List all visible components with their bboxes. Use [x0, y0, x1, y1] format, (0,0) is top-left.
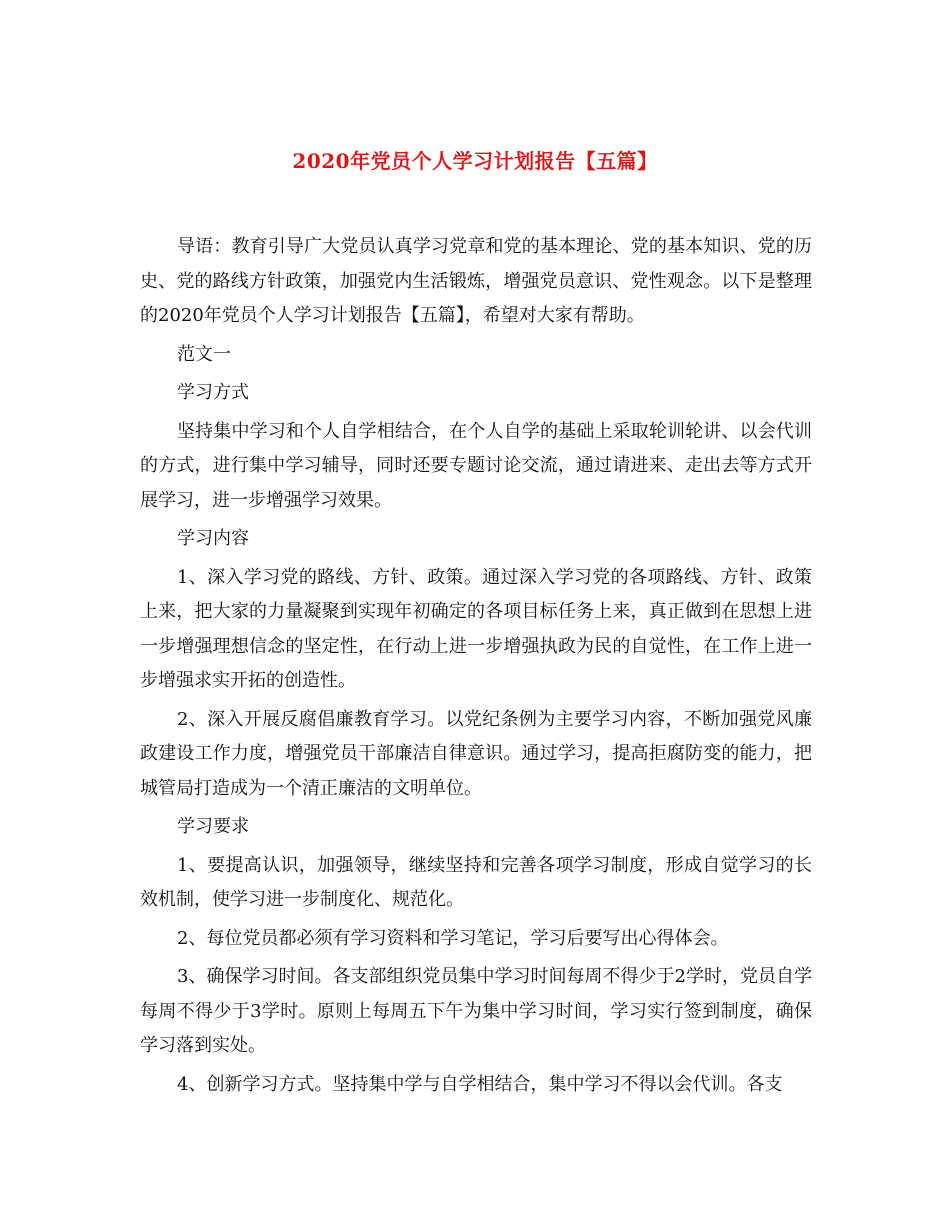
requirement-item-2: 2、每位党员都必须有学习资料和学习笔记，学习后要写出心得体会。	[177, 927, 729, 949]
study-content-item-1: 1、深入学习党的路线、方针、政策。通过深入学习党的各项路线、方针、政策上来，把大家的力量凝聚到实现年初确定的各项目标任务上来，真正做到在思想上进一步增强理想信念的坚定性，在行动上进一步增强执政为民的自觉性，在工作上进一步增强求实开拓的创造性。	[140, 566, 812, 691]
section-heading-sample-one: 范文一	[177, 343, 231, 365]
study-content-item-2: 2、深入开展反腐倡廉教育学习。以党纪条例为主要学习内容，不断加强党风廉政建设工作力度，增强党员干部廉洁自律意识。通过学习，提高拒腐防变的能力，把城管局打造成为一个清正廉洁的文明单位。	[140, 708, 812, 799]
intro-paragraph: 导语：教育引导广大党员认真学习党章和党的基本理论、党的基本知识、党的历史、党的路线方针政策，加强党内生活锻炼，增强党员意识、党性观念。以下是整理的2020年党员个人学习计划报告【五篇】，希望对大家有帮助。	[140, 236, 812, 326]
section-heading-study-requirements: 学习要求	[177, 816, 249, 837]
document-body	[140, 230, 812, 1106]
section-heading-study-content: 学习内容	[177, 528, 249, 549]
requirement-item-3: 3、确保学习时间。各支部组织党员集中学习时间每周不得少于2学时，党员自学每周不得少于3学时。原则上每周五下午为集中学习时间，学习实行签到制度，确保学习落到实处。	[140, 966, 812, 1056]
study-method-paragraph: 坚持集中学习和个人自学相结合，在个人自学的基础上采取轮训轮讲、以会代训的方式，进行集中学习辅导，同时还要专题讨论交流，通过请进来、走出去等方式开展学习，进一步增强学习效果。	[140, 420, 812, 511]
document-title: 2020年党员个人学习计划报告【五篇】	[292, 149, 658, 173]
section-heading-study-method: 学习方式	[177, 382, 249, 403]
requirement-item-1: 1、要提高认识，加强领导，继续坚持和完善各项学习制度，形成自觉学习的长效机制，使学习进一步制度化、规范化。	[140, 854, 812, 910]
requirement-item-4: 4、创新学习方式。坚持集中学与自学相结合，集中学习不得以会代训。各支	[177, 1073, 783, 1095]
